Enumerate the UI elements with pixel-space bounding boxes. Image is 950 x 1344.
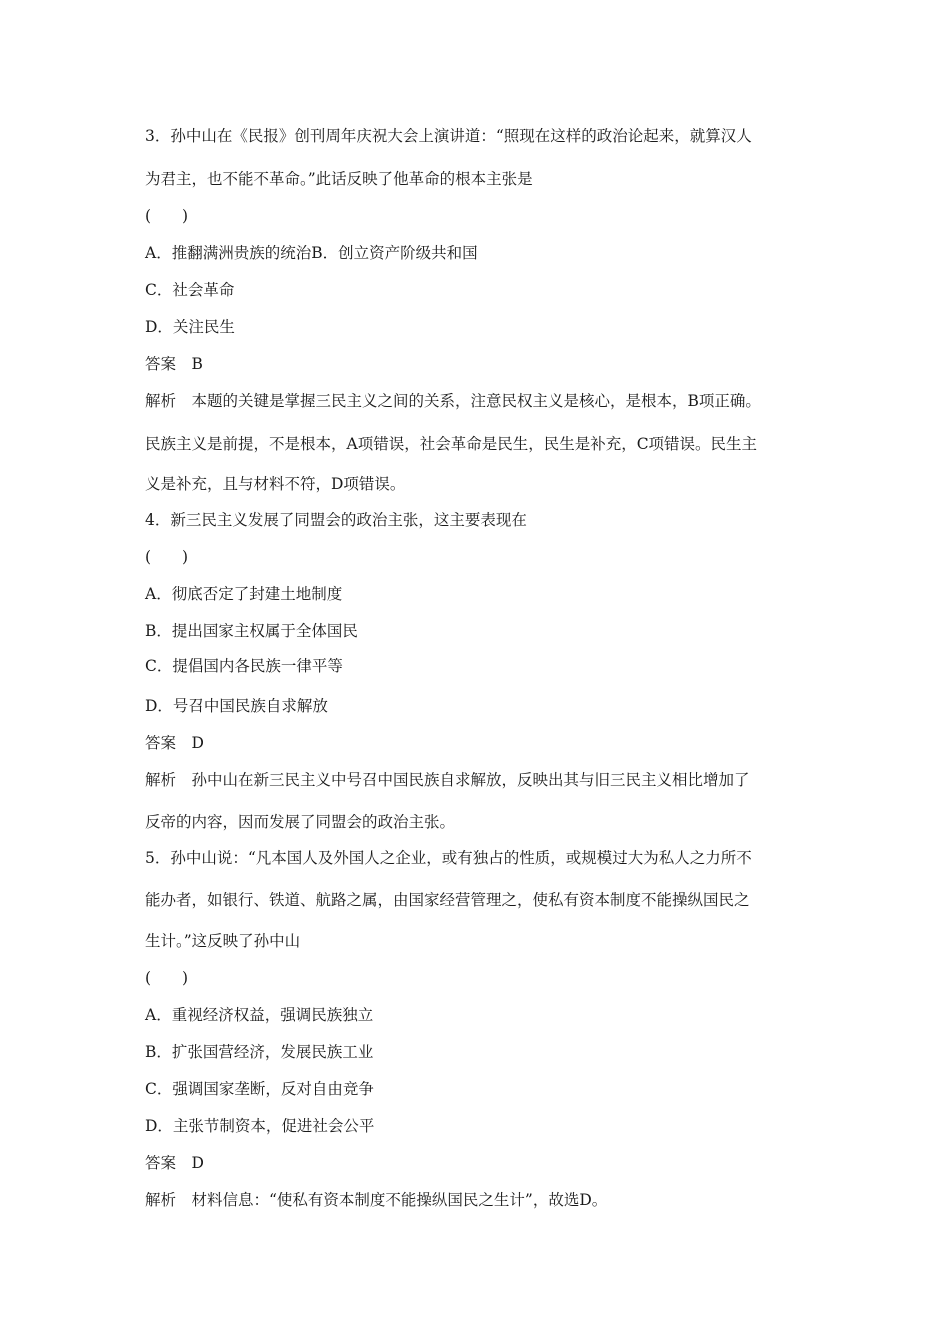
q5-answer: 答案 D (145, 1154, 204, 1172)
q3-stem-line-1: 3．孙中山在《民报》创刊周年庆祝大会上演讲道：“照现在这样的政治论起来，就算汉人 (145, 127, 752, 145)
q4-answer-bracket: ( ) (145, 548, 189, 566)
q5-option-d: D．主张节制资本，促进社会公平 (145, 1117, 375, 1135)
q3-option-a-b: A．推翻满洲贵族的统治B．创立资产阶级共和国 (145, 244, 478, 262)
q4-stem-line-1: 4．新三民主义发展了同盟会的政治主张，这主要表现在 (145, 511, 527, 529)
q3-option-d: D．关注民生 (145, 318, 235, 336)
q5-stem-line-2: 能办者，如银行、铁道、航路之属，由国家经营管理之，使私有资本制度不能操纵国民之 (145, 891, 750, 909)
q5-stem-line-3: 生计。”这反映了孙中山 (145, 932, 301, 950)
q5-option-c: C．强调国家垄断，反对自由竞争 (145, 1080, 374, 1098)
q4-option-c: C．提倡国内各民族一律平等 (145, 657, 343, 675)
q4-answer: 答案 D (145, 734, 204, 752)
q3-analysis-line-1: 解析 本题的关键是掌握三民主义之间的关系，注意民权主义是核心，是根本，B项正确。 (145, 392, 761, 410)
q3-stem-line-2: 为君主，也不能不革命。”此话反映了他革命的根本主张是 (145, 170, 533, 188)
q4-analysis-line-1: 解析 孙中山在新三民主义中号召中国民族自求解放，反映出其与旧三民主义相比增加了 (145, 771, 750, 789)
q5-answer-bracket: ( ) (145, 969, 189, 987)
q3-analysis-line-2: 民族主义是前提，不是根本，A项错误，社会革命是民生，民生是补充，C项错误。民生主 (145, 435, 758, 453)
q3-answer: 答案 B (145, 355, 203, 373)
q4-option-b: B．提出国家主权属于全体国民 (145, 622, 358, 640)
q5-option-b: B．扩张国营经济，发展民族工业 (145, 1043, 374, 1061)
q3-analysis-line-3: 义是补充，且与材料不符，D项错误。 (145, 475, 406, 493)
q4-option-a: A．彻底否定了封建土地制度 (145, 585, 343, 603)
q3-answer-bracket: ( ) (145, 207, 189, 225)
q5-analysis-line-1: 解析 材料信息：“使私有资本制度不能操纵国民之生计”，故选D。 (145, 1191, 608, 1209)
q5-stem-line-1: 5．孙中山说：“凡本国人及外国人之企业，或有独占的性质，或规模过大为私人之力所不 (145, 849, 752, 867)
q3-option-c: C．社会革命 (145, 281, 235, 299)
q4-option-d: D．号召中国民族自求解放 (145, 697, 328, 715)
q4-analysis-line-2: 反帝的内容，因而发展了同盟会的政治主张。 (145, 813, 456, 831)
q5-option-a: A．重视经济权益，强调民族独立 (145, 1006, 374, 1024)
